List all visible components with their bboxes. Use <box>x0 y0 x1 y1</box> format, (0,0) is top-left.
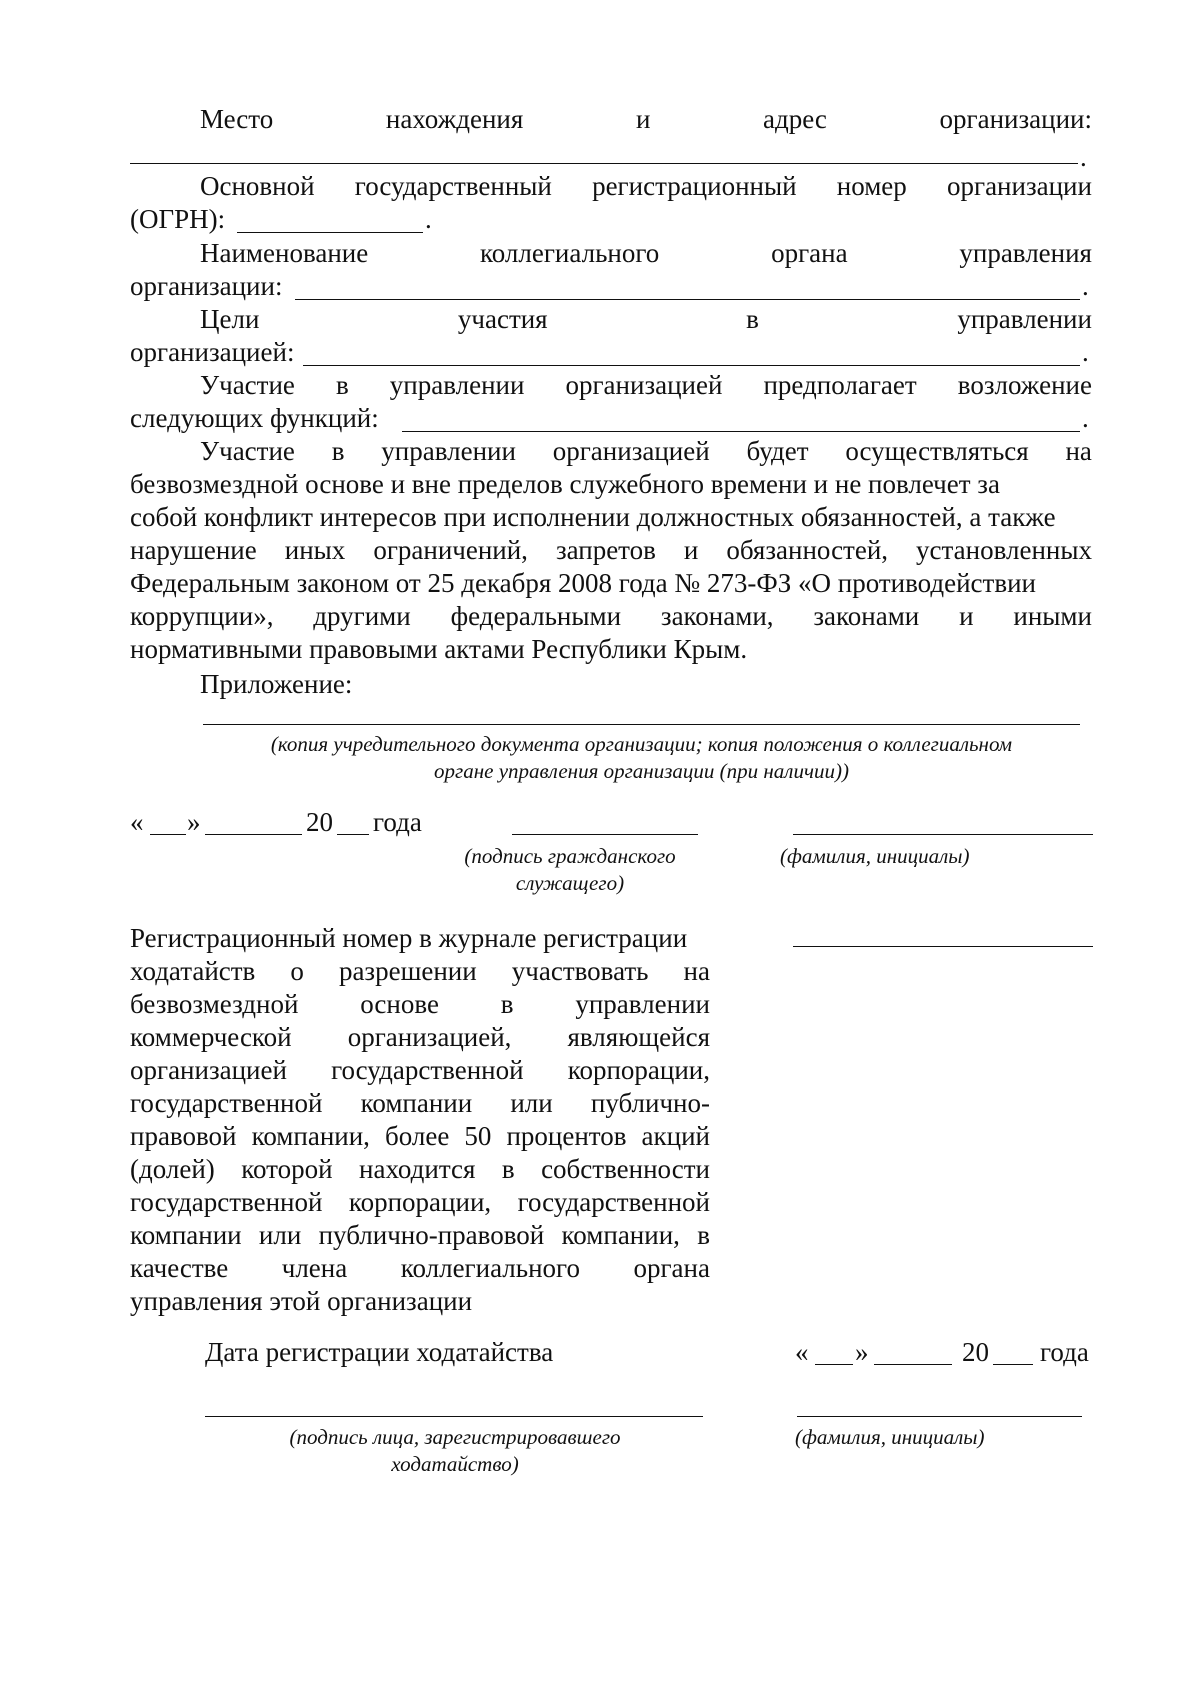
address-word: Место <box>200 104 274 134</box>
registration-text: управления этой организации <box>130 1286 473 1316</box>
registration-word: (долей) <box>130 1154 215 1184</box>
date-day-blank[interactable] <box>150 834 186 835</box>
registration-line <box>130 1219 710 1252</box>
goals-word: управлении <box>957 304 1092 334</box>
registration-word: публично-правовой <box>318 1220 545 1250</box>
date-year-suffix: года <box>373 807 422 837</box>
registration-line <box>130 988 710 1021</box>
statement-word: коррупции», <box>130 601 274 631</box>
registration-word: компании, <box>561 1220 680 1250</box>
registration-word: безвозмездной <box>130 989 299 1019</box>
goals-label: организацией: <box>130 337 295 367</box>
registration-word: правовой <box>130 1121 237 1151</box>
address-label-line <box>200 103 1092 136</box>
date-open-quote: « <box>130 807 144 837</box>
registration-line <box>130 1153 710 1186</box>
statement-line <box>130 501 1092 534</box>
appendix-hint-line1: (копия учредительного документа организации; копия положения о коллегиальном <box>270 732 1013 756</box>
registration-word: качестве <box>130 1253 229 1283</box>
ogrn-word: государственный <box>354 171 552 201</box>
appendix-label: Приложение: <box>200 669 353 699</box>
registration-word: являющейся <box>567 1022 710 1052</box>
statement-word: иными <box>1013 601 1092 631</box>
registration-word: коллегиального <box>400 1253 580 1283</box>
ogrn-word: организации <box>947 171 1092 201</box>
registration-number-blank-line[interactable] <box>793 946 1093 947</box>
ogrn-end-period: . <box>425 204 432 234</box>
collegial-body-label-line <box>200 237 1092 270</box>
statement-word: в <box>331 436 345 466</box>
address-word: адрес <box>763 104 827 134</box>
statement-word: и <box>683 535 699 565</box>
registration-line <box>130 1054 710 1087</box>
functions-word: организацией <box>565 370 723 400</box>
statement-line <box>130 567 1092 600</box>
registration-date-open-quote: « <box>795 1337 809 1367</box>
registration-line <box>130 1285 710 1318</box>
collegial-body-word: коллегиального <box>480 238 660 268</box>
registration-word: или <box>510 1088 553 1118</box>
registration-word: компании, <box>251 1121 370 1151</box>
statement-word: иных <box>284 535 346 565</box>
registration-line <box>130 1021 710 1054</box>
registration-word: о <box>290 956 304 986</box>
registration-word: 50 <box>464 1121 492 1151</box>
collegial-body-word: Наименование <box>200 238 369 268</box>
registration-date-close-quote: » <box>855 1337 869 1367</box>
statement-word: и <box>959 601 974 631</box>
goals-end-period: . <box>1082 337 1089 367</box>
functions-end-period: . <box>1082 403 1089 433</box>
address-end-period: . <box>1080 142 1087 172</box>
functions-word: предполагает <box>763 370 917 400</box>
applicant-name-caption: (фамилия, инициалы) <box>780 844 970 868</box>
statement-word: на <box>1065 436 1092 466</box>
statement-word: ограничений, <box>373 535 528 565</box>
functions-word: в <box>335 370 349 400</box>
registration-word: публично- <box>590 1088 710 1118</box>
registration-word: на <box>683 956 710 986</box>
registrar-signature-line[interactable] <box>205 1416 703 1417</box>
appendix-hint-line2: органе управления организации (при наличии)) <box>434 759 849 783</box>
date-month-blank[interactable] <box>205 834 302 835</box>
registrar-name-caption: (фамилия, инициалы) <box>795 1425 985 1449</box>
ogrn-word: номер <box>836 171 907 201</box>
registration-word: государственной <box>130 1187 323 1217</box>
statement-word: осуществляться <box>845 436 1029 466</box>
date-close-quote: » <box>187 807 201 837</box>
registration-word: организацией <box>130 1055 287 1085</box>
registration-word: основе <box>360 989 439 1019</box>
statement-text: безвозмездной основе и вне пределов служебного времени и не повлечет за <box>130 469 1000 499</box>
statement-word: законами, <box>660 601 774 631</box>
statement-word: федеральными <box>450 601 622 631</box>
registration-word: которой <box>241 1154 333 1184</box>
registration-word: государственной <box>331 1055 524 1085</box>
functions-label: следующих функций: <box>130 403 379 433</box>
address-word: нахождения <box>385 104 524 134</box>
goals-word: в <box>746 304 759 334</box>
registration-word: процентов <box>506 1121 627 1151</box>
statement-word: установленных <box>916 535 1092 565</box>
goals-word: участия <box>457 304 548 334</box>
registration-word: разрешении <box>338 956 477 986</box>
collegial-body-end-period: . <box>1082 271 1089 301</box>
address-word: и <box>635 104 651 134</box>
statement-last-line: нормативными правовыми актами Республики Крым. <box>130 634 748 664</box>
statement-word: Участие <box>200 436 295 466</box>
registration-word: корпорации, <box>567 1055 710 1085</box>
registration-word: компании <box>360 1088 473 1118</box>
ogrn-blank-line[interactable] <box>237 232 423 233</box>
statement-text: собой конфликт интересов при исполнении должностных обязанностей, а также <box>130 502 1056 532</box>
functions-label-line <box>200 369 1092 402</box>
statement-word: законами <box>813 601 920 631</box>
registration-date-month-blank[interactable] <box>874 1364 952 1365</box>
date-year-blank[interactable] <box>337 834 369 835</box>
registration-word: в <box>501 1154 515 1184</box>
statement-word: нарушение <box>130 535 257 565</box>
registration-number-block <box>130 922 710 1318</box>
registration-word: более <box>385 1121 450 1151</box>
statement-text: Федеральным законом от 25 декабря 2008 года № 273-ФЗ «О противодействии <box>130 568 1036 598</box>
registration-word: в <box>500 989 514 1019</box>
registration-word: находится <box>359 1154 476 1184</box>
goals-label-line <box>200 303 1092 336</box>
collegial-body-label: организации: <box>130 271 283 301</box>
statement-word: организацией <box>552 436 710 466</box>
statement-line <box>130 600 1092 633</box>
statement-line <box>130 534 1092 567</box>
statement-line <box>200 435 1092 468</box>
goals-word: Цели <box>200 304 260 334</box>
registration-line <box>130 1186 710 1219</box>
appendix-blank-line[interactable] <box>203 724 1080 725</box>
registration-word: ходатайств <box>130 956 256 986</box>
registration-date-year-blank[interactable] <box>993 1364 1033 1365</box>
registration-line <box>130 922 710 955</box>
statement-word: будет <box>746 436 809 466</box>
registration-word: государственной <box>517 1187 710 1217</box>
registration-word: члена <box>281 1253 348 1283</box>
registration-word: акций <box>641 1121 710 1151</box>
functions-word: Участие <box>200 370 295 400</box>
collegial-body-word: управления <box>959 238 1092 268</box>
registration-word: собственности <box>541 1154 710 1184</box>
address-word: организации: <box>939 104 1092 134</box>
statement-word: обязанностей, <box>726 535 889 565</box>
goals-blank-line[interactable] <box>303 365 1080 366</box>
collegial-body-blank-line[interactable] <box>295 299 1080 300</box>
applicant-signature-caption-line1: (подпись гражданского <box>464 844 676 868</box>
registration-line <box>130 1087 710 1120</box>
registration-date-year-suffix: года <box>1040 1337 1089 1367</box>
ogrn-label-line <box>200 170 1092 203</box>
registration-word: коммерческой <box>130 1022 292 1052</box>
applicant-signature-line[interactable] <box>512 834 698 835</box>
registration-word: государственной <box>130 1088 323 1118</box>
registration-word: в <box>697 1220 710 1250</box>
registration-word: участвовать <box>511 956 649 986</box>
registration-date-day-blank[interactable] <box>815 1364 853 1365</box>
applicant-name-line[interactable] <box>793 834 1093 835</box>
functions-blank-line[interactable] <box>402 431 1080 432</box>
registration-date-label: Дата регистрации ходатайства <box>205 1337 554 1367</box>
collegial-body-word: органа <box>771 238 848 268</box>
registration-line <box>130 1252 710 1285</box>
registration-word: компании <box>130 1220 242 1250</box>
registration-word: органа <box>633 1253 710 1283</box>
address-blank-line[interactable] <box>130 163 1078 164</box>
functions-word: возложение <box>957 370 1092 400</box>
registration-word: корпорации, <box>348 1187 492 1217</box>
date-year-prefix: 20 <box>306 807 333 837</box>
statement-line <box>130 468 1092 501</box>
registrar-signature-caption-line1: (подпись лица, зарегистрировавшего <box>289 1425 621 1449</box>
registration-line <box>130 955 710 988</box>
statement-word: другими <box>313 601 411 631</box>
registrar-signature-caption-line2: ходатайство) <box>391 1452 519 1476</box>
registration-word: организацией, <box>347 1022 512 1052</box>
registration-text: Регистрационный номер в журнале регистрации <box>130 923 688 953</box>
registration-word: или <box>258 1220 302 1250</box>
registration-date-year-prefix: 20 <box>962 1337 989 1367</box>
registrar-name-line[interactable] <box>797 1416 1082 1417</box>
ogrn-word: регистрационный <box>592 171 797 201</box>
ogrn-word: Основной <box>200 171 315 201</box>
functions-word: управлении <box>389 370 525 400</box>
registration-line <box>130 1120 710 1153</box>
registration-word: управлении <box>575 989 710 1019</box>
statement-word: управлении <box>381 436 516 466</box>
statement-word: запретов <box>555 535 656 565</box>
ogrn-label: (ОГРН): <box>130 204 226 234</box>
applicant-signature-caption-line2: служащего) <box>515 871 625 895</box>
